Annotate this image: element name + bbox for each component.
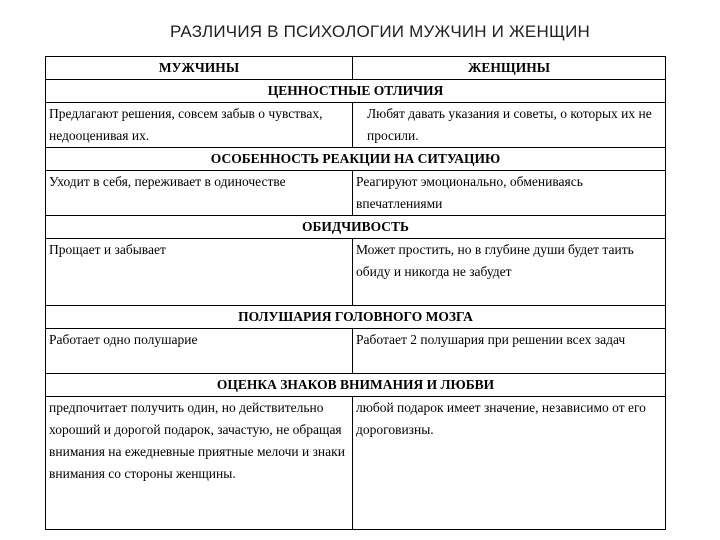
table-row	[46, 103, 666, 148]
section-heading-touchiness: ОБИДЧИВОСТЬ	[46, 216, 666, 239]
section-heading-row	[46, 216, 666, 239]
table-row	[46, 171, 666, 216]
section-heading-attention: ОЦЕНКА ЗНАКОВ ВНИМАНИЯ И ЛЮБВИ	[46, 374, 666, 397]
women-attention-cell: любой подарок имеет значение, независимо от его дороговизны.	[353, 397, 666, 530]
men-hemispheres-cell: Работает одно полушарие	[46, 329, 353, 374]
comparison-table	[45, 56, 666, 530]
section-heading-reaction: ОСОБЕННОСТЬ РЕАКЦИИ НА СИТУАЦИЮ	[46, 148, 666, 171]
section-heading-hemispheres: ПОЛУШАРИЯ ГОЛОВНОГО МОЗГА	[46, 306, 666, 329]
column-header-men: МУЖЧИНЫ	[46, 57, 353, 80]
table-row	[46, 397, 666, 530]
section-heading-values: ЦЕННОСТНЫЕ ОТЛИЧИЯ	[46, 80, 666, 103]
women-touchiness-cell: Может простить, но в глубине души будет таить обиду и никогда не забудет	[353, 239, 666, 306]
women-reaction-cell: Реагируют эмоционально, обмениваясь впечатлениями	[353, 171, 666, 216]
women-hemispheres-cell: Работает 2 полушария при решении всех задач	[353, 329, 666, 374]
men-reaction-cell: Уходит в себя, переживает в одиночестве	[46, 171, 353, 216]
women-values-cell: Любят давать указания и советы, о которых их не просили.	[353, 103, 666, 148]
table-row	[46, 239, 666, 306]
men-attention-cell: предпочитает получить один, но действительно хороший и дорогой подарок, зачастую, не обращая внимания на ежедневные приятные мелочи и знаки внимания со стороны женщины.	[46, 397, 353, 530]
men-touchiness-cell: Прощает и забывает	[46, 239, 353, 306]
column-header-women: ЖЕНЩИНЫ	[353, 57, 666, 80]
page-title: РАЗЛИЧИЯ В ПСИХОЛОГИИ МУЖЧИН И ЖЕНЩИН	[170, 22, 590, 41]
section-heading-row	[46, 80, 666, 103]
header-row	[46, 57, 666, 80]
section-heading-row	[46, 148, 666, 171]
section-heading-row	[46, 374, 666, 397]
section-heading-row	[46, 306, 666, 329]
men-values-cell: Предлагают решения, совсем забыв о чувствах, недооценивая их.	[46, 103, 353, 148]
table-row	[46, 329, 666, 374]
